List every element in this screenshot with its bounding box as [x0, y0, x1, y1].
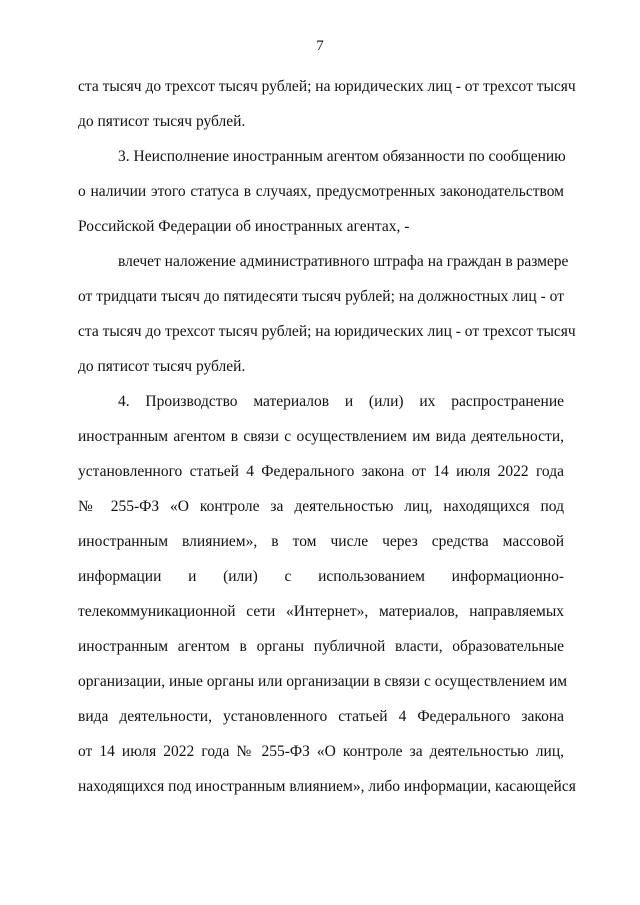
text-line: иностранным влиянием», в том числе через средства массовой: [78, 533, 564, 550]
text-line: от тридцати тысяч до пятидесяти тысяч рублей; на должностных лиц - от: [78, 288, 564, 305]
text-line: вида деятельности, установленного статьей 4 Федерального закона: [78, 708, 564, 725]
text-line: 3. Неисполнение иностранным агентом обязанности по сообщению: [118, 148, 566, 165]
text-line: Российской Федерации об иностранных агентах, -: [78, 218, 410, 235]
text-line: иностранным агентом в связи с осуществлением им вида деятельности,: [78, 428, 564, 445]
text-line: организации, иные органы или организации в связи с осуществлением им: [78, 673, 568, 690]
text-line: иностранным агентом в органы публичной власти, образовательные: [78, 638, 564, 655]
text-line: телекоммуникационной сети «Интернет», материалов, направляемых: [78, 603, 564, 620]
text-line: 4. Производство материалов и (или) их распространение: [118, 393, 564, 410]
text-line: от 14 июля 2022 года № 255-ФЗ «О контроле за деятельностью лиц,: [78, 743, 564, 760]
page-number: 7: [316, 38, 324, 54]
text-line: влечет наложение административного штрафа на граждан в размере: [118, 253, 569, 270]
text-line: до пятисот тысяч рублей.: [78, 358, 246, 375]
text-line: № 255-ФЗ «О контроле за деятельностью лиц, находящихся под: [78, 498, 564, 515]
text-line: ста тысяч до трехсот тысяч рублей; на юридических лиц - от трехсот тысяч: [78, 78, 576, 95]
text-line: находящихся под иностранным влиянием», либо информации, касающейся: [78, 778, 576, 795]
text-line: ста тысяч до трехсот тысяч рублей; на юридических лиц - от трехсот тысяч: [78, 323, 576, 340]
text-line: о наличии этого статуса в случаях, предусмотренных законодательством: [78, 183, 564, 200]
text-line: информации и (или) с использованием информационно-: [78, 568, 564, 585]
text-line: до пятисот тысяч рублей.: [78, 113, 246, 130]
text-line: установленного статьей 4 Федерального закона от 14 июля 2022 года: [78, 463, 564, 480]
